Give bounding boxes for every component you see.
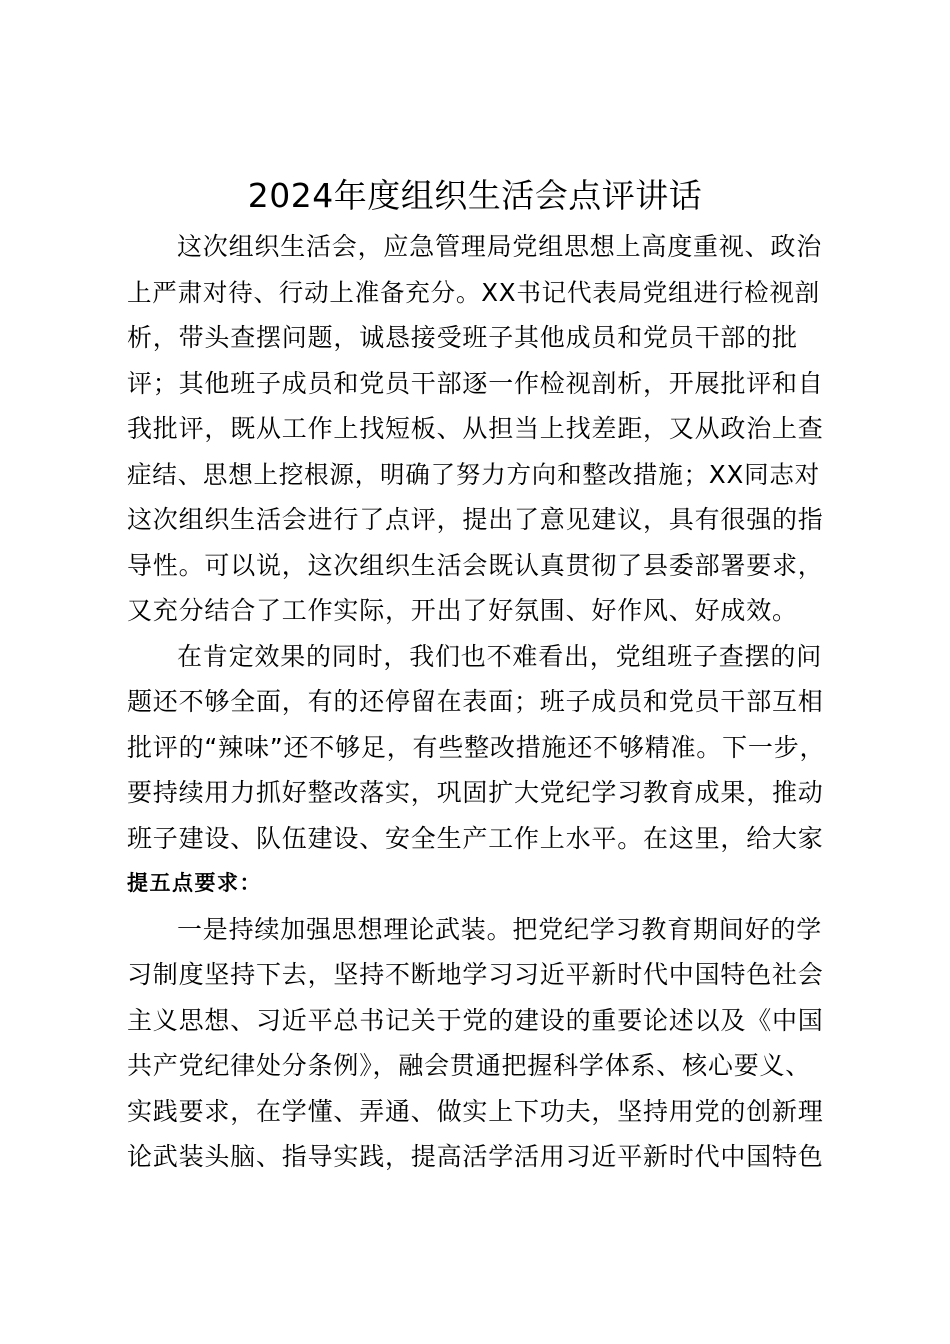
body-text-line: 又充分结合了工作实际，开出了好氛围、好作风、好成效。 bbox=[127, 596, 798, 625]
body-text-line: 导性。可以说，这次组织生活会既认真贯彻了县委部署要求， bbox=[127, 550, 824, 580]
body-text-line: 主义思想、习近平总书记关于党的建设的重要论述以及《中国 bbox=[127, 1005, 824, 1035]
body-text-line: 症结、思想上挖根源，明确了努力方向和整改措施；XX同志对 bbox=[127, 459, 820, 489]
body-text-line: 实践要求，在学懂、弄通、做实上下功夫，坚持用党的创新理 bbox=[127, 1096, 824, 1126]
body-text-line: 在肯定效果的同时，我们也不难看出，党组班子查摆的问 bbox=[177, 641, 823, 671]
body-text-line: 析，带头查摆问题，诚恳接受班子其他成员和党员干部的批 bbox=[127, 323, 798, 352]
body-text-line: 这次组织生活会，应急管理局党组思想上高度重视、政治 bbox=[177, 232, 823, 261]
body-text-line: 这次组织生活会进行了点评，提出了意见建议，具有很强的指 bbox=[127, 505, 824, 534]
body-text-line: 提五点要求： bbox=[127, 871, 262, 895]
body-text-line: 题还不够全面，有的还停留在表面；班子成员和党员干部互相 bbox=[127, 687, 824, 716]
body-text-line: 我批评，既从工作上找短板、从担当上找差距，又从政治上查 bbox=[127, 414, 824, 443]
body-text-line: 习制度坚持下去，坚持不断地学习习近平新时代中国特色社会 bbox=[127, 960, 824, 989]
body-text-line: 论武装头脑、指导实践，提高活学活用习近平新时代中国特色 bbox=[127, 1142, 824, 1171]
document-body bbox=[127, 224, 827, 1180]
page-title: 2024年度组织生活会点评讲话 bbox=[247, 176, 703, 215]
body-text-line: 一是持续加强思想理论武装。把党纪学习教育期间好的学 bbox=[177, 914, 823, 944]
body-text-line: 班子建设、队伍建设、安全生产工作上水平。在这里，给大家 bbox=[127, 823, 824, 853]
body-text-line: 上严肃对待、行动上准备充分。XX书记代表局党组进行检视剖 bbox=[127, 277, 820, 307]
body-text-line: 共产党纪律处分条例》，融会贯通把握科学体系、核心要义、 bbox=[127, 1051, 812, 1080]
body-text-line: 评；其他班子成员和党员干部逐一作检视剖析，开展批评和自 bbox=[127, 368, 824, 398]
body-text-line: 批评的“辣味”还不够足，有些整改措施还不够精准。下一步， bbox=[127, 732, 826, 762]
body-text-line: 要持续用力抓好整改落实，巩固扩大党纪学习教育成果，推动 bbox=[127, 778, 824, 807]
